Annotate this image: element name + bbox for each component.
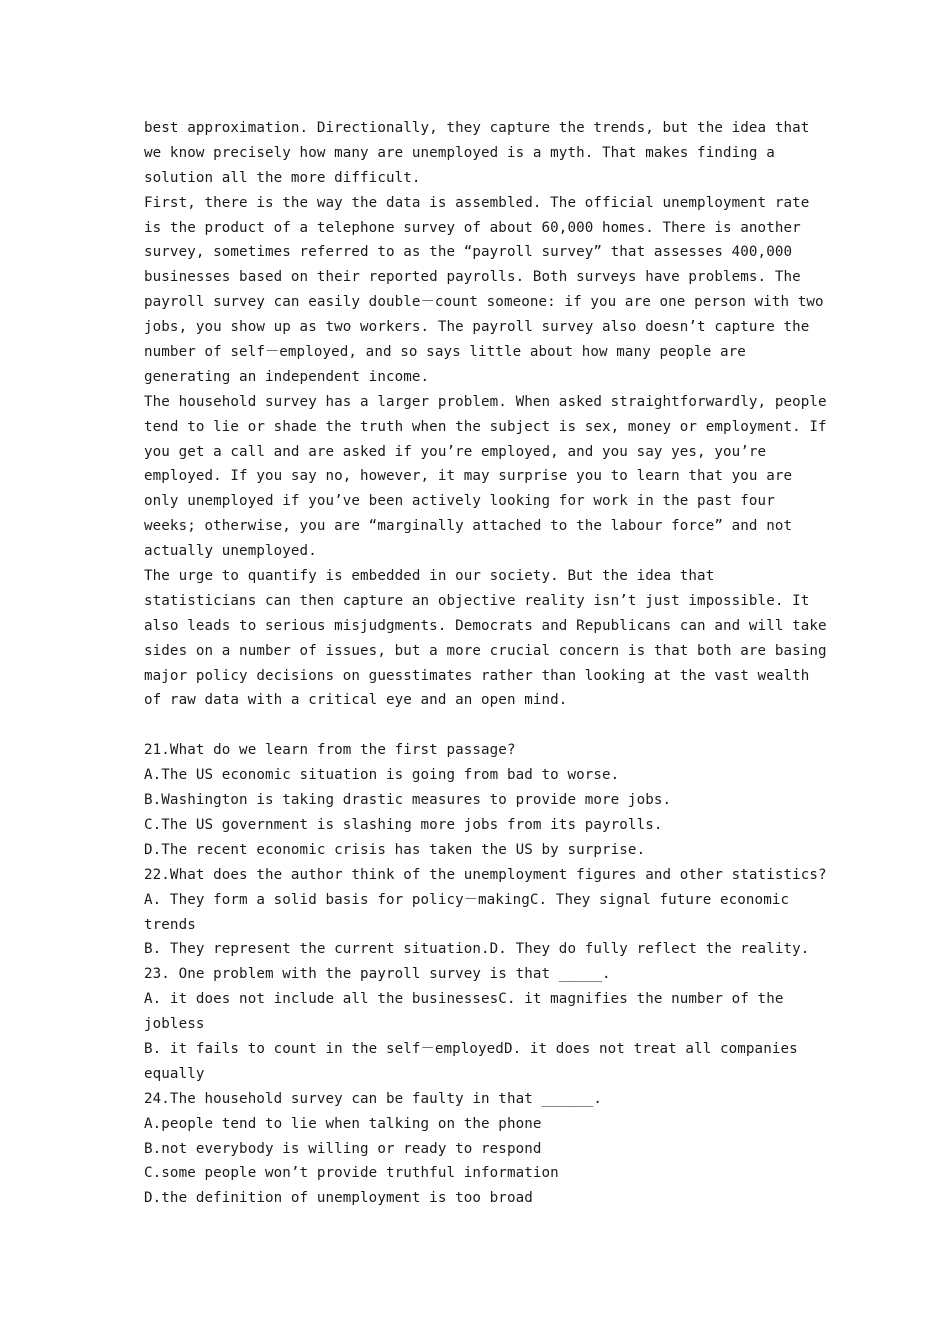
option-line: C.The US government is slashing more jobs from its payrolls. xyxy=(144,816,663,833)
passage-line: payroll survey can easily double－count someone: if you are one person with two xyxy=(144,294,824,311)
passage-line: you get a call and are asked if you’re employed, and you say yes, you’re xyxy=(144,443,767,460)
passage-line: employed. If you say no, however, it may surprise you to learn that you are xyxy=(144,468,793,485)
question-line: 24.The household survey can be faulty in that ______. xyxy=(144,1090,603,1107)
passage-line: statisticians can then capture an objective reality isn’t just impossible. It xyxy=(144,592,810,609)
passage-line: survey, sometimes referred to as the “payroll survey” that assesses 400,000 xyxy=(144,244,793,261)
option-line: B.not everybody is willing or ready to respond xyxy=(144,1140,542,1157)
passage-line: only unemployed if you’ve been actively looking for work in the past four xyxy=(144,493,775,510)
option-line: A.The US economic situation is going from bad to worse. xyxy=(144,767,620,784)
passage-line: The household survey has a larger problem. When asked straightforwardly, people xyxy=(144,393,827,410)
option-line: A. They form a solid basis for policy－makingC. They signal future economic xyxy=(144,891,790,908)
passage-line: also leads to serious misjudgments. Democrats and Republicans can and will take xyxy=(144,617,827,634)
option-line: A.people tend to lie when talking on the phone xyxy=(144,1115,542,1132)
passage-line: weeks; otherwise, you are “marginally attached to the labour force” and not xyxy=(144,518,793,535)
option-line: trends xyxy=(144,916,196,933)
passage-line: sides on a number of issues, but a more crucial concern is that both are basing xyxy=(144,642,827,659)
passage-line: businesses based on their reported payrolls. Both surveys have problems. The xyxy=(144,269,801,286)
question-line: 22.What does the author think of the unemployment figures and other statistics? xyxy=(144,866,827,883)
option-line: equally xyxy=(144,1065,205,1082)
passage-line: tend to lie or shade the truth when the subject is sex, money or employment. If xyxy=(144,418,827,435)
question-line: 21.What do we learn from the first passage? xyxy=(144,742,516,759)
passage-line: jobs, you show up as two workers. The payroll survey also doesn’t capture the xyxy=(144,319,810,336)
passage-line: solution all the more difficult. xyxy=(144,169,421,186)
passage-line: we know precisely how many are unemployed is a myth. That makes finding a xyxy=(144,144,775,161)
passage-line: number of self－employed, and so says little about how many people are xyxy=(144,344,746,361)
question-line: 23. One problem with the payroll survey is that _____. xyxy=(144,966,611,983)
option-line: D.The recent economic crisis has taken the US by surprise. xyxy=(144,841,646,858)
passage-line: actually unemployed. xyxy=(144,543,317,560)
option-line: A. it does not include all the businessesC. it magnifies the number of the xyxy=(144,991,784,1008)
document-page xyxy=(144,116,827,1211)
passage-line: is the product of a telephone survey of about 60,000 homes. There is another xyxy=(144,219,801,236)
option-line: D.the definition of unemployment is too broad xyxy=(144,1190,533,1207)
option-line: B.Washington is taking drastic measures to provide more jobs. xyxy=(144,792,672,809)
passage-line: The urge to quantify is embedded in our society. But the idea that xyxy=(144,568,715,585)
passage-line: of raw data with a critical eye and an open mind. xyxy=(144,692,568,709)
passage-line: best approximation. Directionally, they capture the trends, but the idea that xyxy=(144,120,810,136)
passage-line: generating an independent income. xyxy=(144,368,430,385)
blank-line xyxy=(144,713,824,738)
passage-line: First, there is the way the data is assembled. The official unemployment rate xyxy=(144,194,810,211)
option-line: B. They represent the current situation.D. They do fully reflect the reality. xyxy=(144,941,810,958)
passage-line: major policy decisions on guesstimates rather than looking at the vast wealth xyxy=(144,667,810,684)
option-line: jobless xyxy=(144,1016,205,1033)
option-line: B. it fails to count in the self－employedD. it does not treat all companies xyxy=(144,1040,798,1057)
option-line: C.some people won’t provide truthful information xyxy=(144,1165,559,1182)
